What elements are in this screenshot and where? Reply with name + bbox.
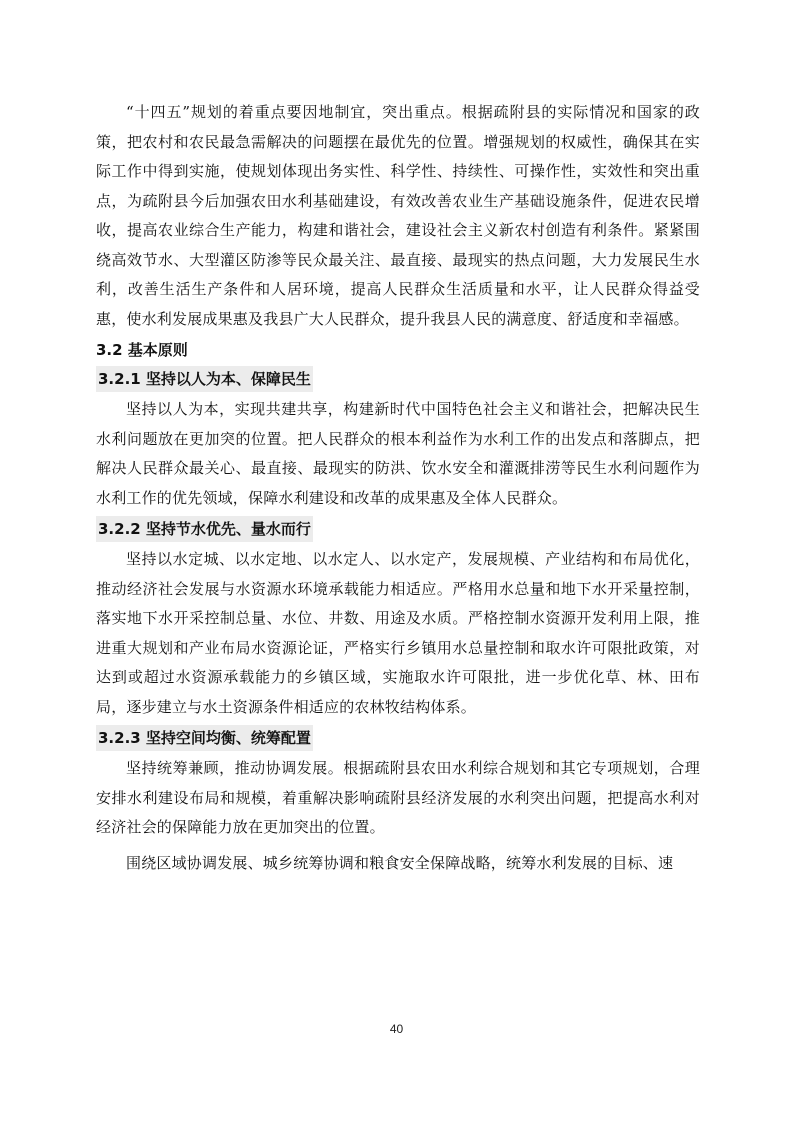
page-content [96,98,700,878]
subsection-heading-3-2-3 [96,725,700,751]
subsection-heading-text: 3.2.1 坚持以人为本、保障民生 [96,366,313,392]
intro-paragraph: “十四五”规划的着重点要因地制宜，突出重点。根据疏附县的实际情况和国家的政策，把农村和农民最急需解决的问题摆在最优先的位置。增强规划的权威性，确保其在实际工作中得到实施，使规划体现出务实性、科学性、持续性、可操作性，实效性和突出重点，为疏附县今后加强农田水利基础建设，有效改善农业生产基础设施条件，促进农民增收，提高农业综合生产能力，构建和谐社会，建设社会主义新农村创造有利条件。紧紧围绕高效节水、大型灌区防渗等民众最关注、最直接、最现实的热点问题，大力发展民生水利，改善生活生产条件和人居环境，提高人民群众生活质量和水平，让人民群众得益受惠，使水利发展成果惠及我县广大人民群众，提升我县人民的满意度、舒适度和幸福感。 [96,103,700,328]
section-heading-text: 3.2 基本原则 [96,341,188,359]
subsection-paragraph: 围绕区域协调发展、城乡统筹协调和粮食安全保障战略，统筹水利发展的目标、速 [126,853,674,872]
section-heading [96,337,700,363]
subsection-heading-3-2-1 [96,366,700,392]
page-number: 40 [389,1022,404,1036]
subsection-paragraph: 坚持以人为本，实现共建共享，构建新时代中国特色社会主义和谐社会，把解决民生水利问题放在更加突的位置。把人民群众的根本利益作为水利工作的出发点和落脚点，把解决人民群众最关心、最直接、最现实的防洪、饮水安全和灌溉排涝等民生水利问题作为水利工作的优先领域，保障水利建设和改革的成果惠及全体人民群众。 [96,400,700,507]
subsection-heading-text: 3.2.2 坚持节水优先、量水而行 [96,516,313,542]
subsection-paragraph: 坚持以水定城、以水定地、以水定人、以水定产，发展规模、产业结构和布局优化，推动经济社会发展与水资源水环境承载能力相适应。严格用水总量和地下水开采量控制，落实地下水开采控制总量、水位、井数、用途及水质。严格控制水资源开发利用上限，推进重大规划和产业布局水资源论证，严格实行乡镇用水总量控制和取水许可限批政策，对达到或超过水资源承载能力的乡镇区域，实施取水许可限批，进一步优化草、林、田布局，逐步建立与水土资源条件相适应的农林牧结构体系。 [96,550,700,716]
subsection-paragraph: 坚持统筹兼顾，推动协调发展。根据疏附县农田水利综合规划和其它专项规划，合理安排水利建设布局和规模，着重解决影响疏附县经济发展的水利突出问题，把提高水利对经济社会的保障能力放在更加突出的位置。 [96,759,700,836]
subsection-heading-3-2-2 [96,516,700,542]
subsection-heading-text: 3.2.3 坚持空间均衡、统筹配置 [96,725,313,751]
